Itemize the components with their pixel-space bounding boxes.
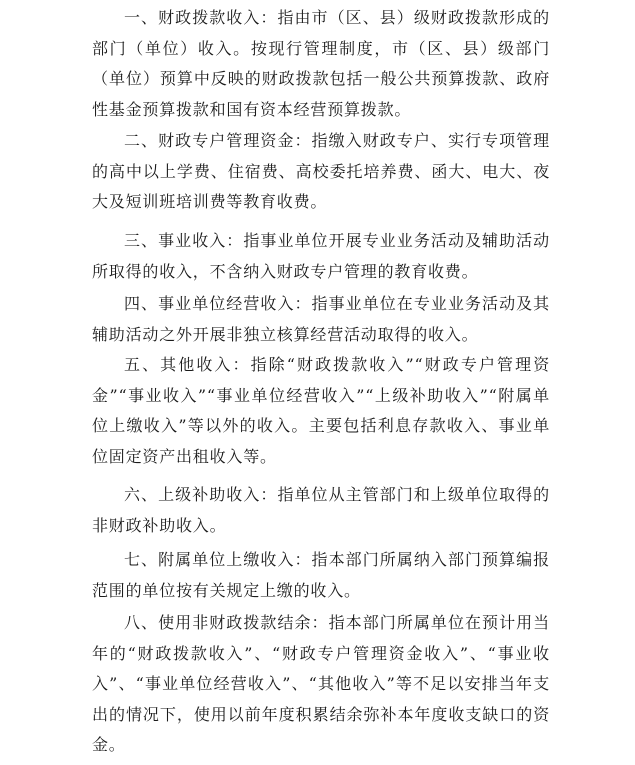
paragraph-business-income: 三、事业收入：指事业单位开展专业业务活动及辅助活动所取得的收入，不含纳入财政专户管理的教育收费。 — [92, 231, 550, 281]
paragraph-business-unit-operating-income: 四、事业单位经营收入：指事业单位在专业业务活动及其辅助活动之外开展非独立核算经营活动取得的收入。 — [92, 294, 550, 344]
paragraph-fiscal-appropriation-income: 一、财政拨款收入：指由市（区、县）级财政拨款形成的部门（单位）收入。按现行管理制度，市（区、县）级部门（单位）预算中反映的财政拨款包括一般公共预算拨款、政府性基金预算拨款和国有资本经营预算拨款。 — [92, 8, 550, 119]
paragraph-other-income: 五、其他收入：指除“财政拨款收入”“财政专户管理资金”“事业收入”“事业单位经营收入”“上级补助收入”“附属单位上缴收入”等以外的收入。主要包括利息存款收入、事业单位固定资产出租收入等。 — [92, 355, 550, 466]
paragraph-use-of-non-fiscal-surplus: 八、使用非财政拨款结余：指本部门所属单位在预计用当年的“财政拨款收入”、“财政专户管理资金收入”、“事业收入”、“事业单位经营收入”、“其他收入”等不足以安排当年支出的情况下，使用以前年度积累结余弥补本年度收支缺口的资金。 — [92, 613, 550, 755]
paragraph-fiscal-special-account-funds: 二、财政专户管理资金：指缴入财政专户、实行专项管理的高中以上学费、住宿费、高校委托培养费、函大、电大、夜大及短训班培训费等教育收费。 — [92, 131, 550, 212]
paragraph-affiliated-unit-remittance-income: 七、附属单位上缴收入：指本部门所属纳入部门预算编报范围的单位按有关规定上缴的收入。 — [92, 550, 550, 600]
paragraph-superior-subsidy-income: 六、上级补助收入：指单位从主管部门和上级单位取得的非财政补助收入。 — [92, 485, 550, 535]
